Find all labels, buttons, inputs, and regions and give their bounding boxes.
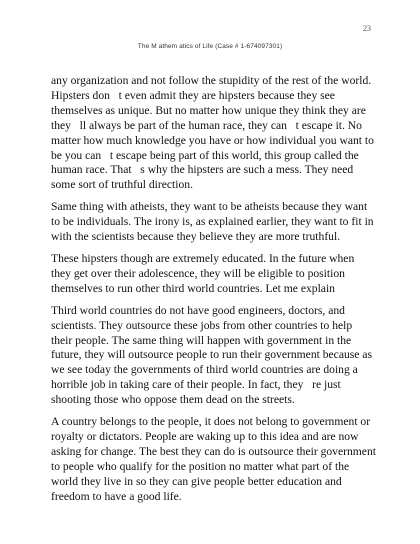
paragraph-country-belongs: A country belongs to the people, it does not belong to government or royalty or dictators. People are waking up to this idea and are now asking for change. The best they can do is outsource their government to people who qualify for the position no matter what part of the world they live in so they can give people better education and freedom to have a good life.: [51, 415, 376, 503]
paragraph-educated-hipsters: These hipsters though are extremely educated. In the future when they get over their adolescence, they will be eligible to position themselves to run other third world countries. Let me explain: [51, 251, 355, 295]
body-text: [51, 74, 376, 511]
page-number: 23: [363, 24, 371, 33]
running-header: The M athem atics of Life (Case # 1-674097301): [137, 43, 283, 50]
paragraph-third-world: Third world countries do not have good engineers, doctors, and scientists. They outsource these jobs from other countries to help their people. The same thing will happen with government in the future, they will outsource people to run their government because as we see today the governments of third world countries are doing a horrible job in taking care of their people. In fact, they re just shooting those who oppose them dead on the streets.: [51, 303, 372, 407]
paragraph-atheists: Same thing with atheists, they want to be atheists because they want to be individuals. The irony is, as explained earlier, they want to fit in with the scientists because they believe they are more truthful.: [51, 200, 374, 244]
paragraph-hipsters: any organization and not follow the stupidity of the rest of the world. Hipsters don t even admit they are hipsters because they see themselves as unique. But no matter how unique they think they are they ll always be part of the human race, they can t escape it. No matter how much knowledge you have or how individual you want to be you can t escape being part of this world, this group called the human race. That s why the hipsters are such a mess. They need some sort of truthful direction.: [51, 74, 374, 192]
